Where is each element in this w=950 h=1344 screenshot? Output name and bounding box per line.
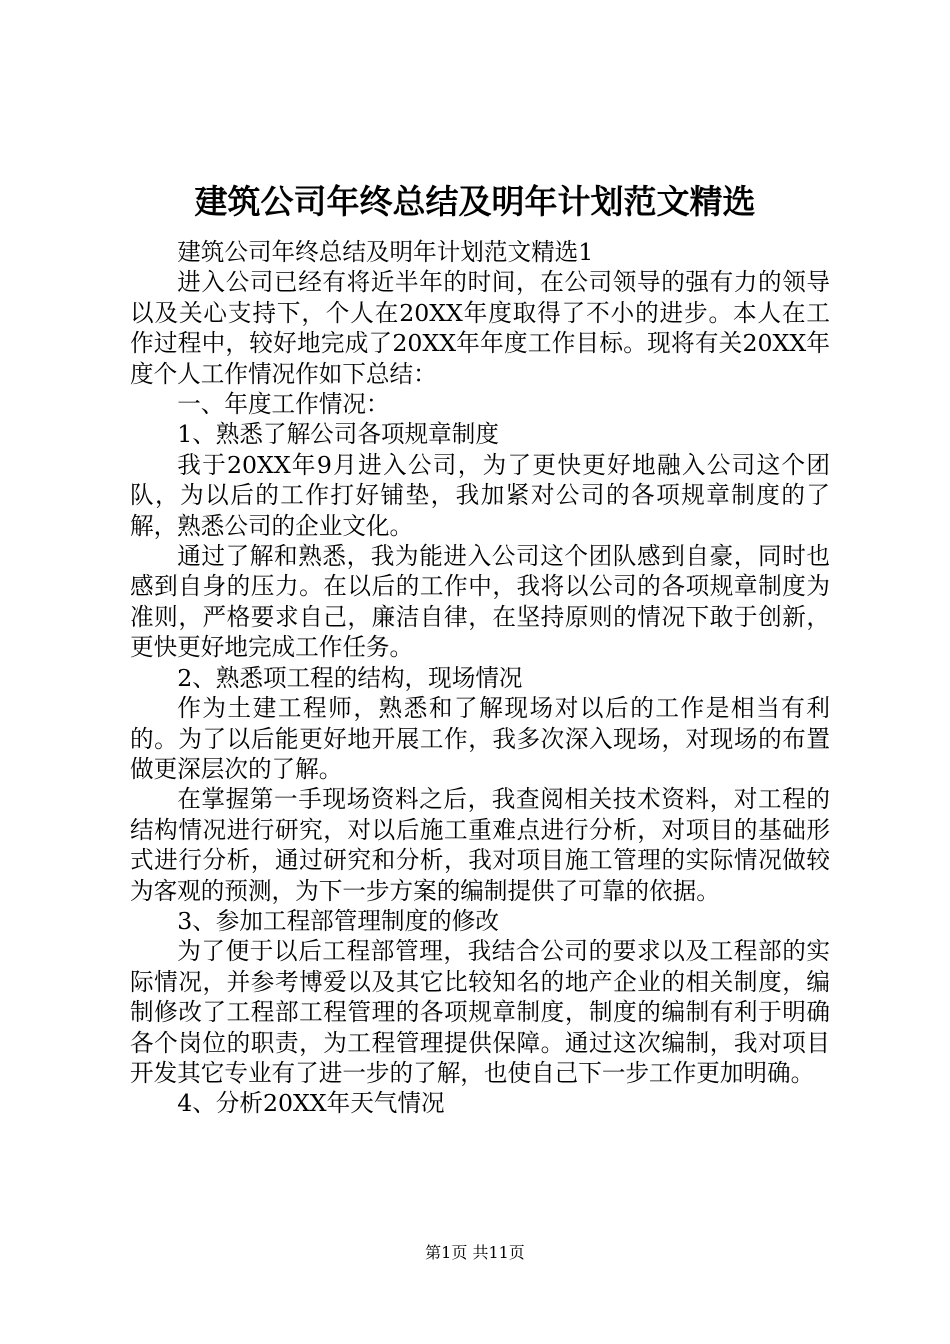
item-heading-1: 1、熟悉了解公司各项规章制度 bbox=[177, 420, 499, 449]
document-body bbox=[130, 237, 830, 1119]
item-heading-3: 3、参加工程部管理制度的修改 bbox=[177, 906, 499, 935]
paragraph-item-1a: 我于20XX年9月进入公司，为了更快更好地融入公司这个团队，为以后的工作打好铺垫，我加紧对公司的各项规章制度的了解，熟悉公司的企业文化。 bbox=[130, 450, 830, 540]
page-footer: 第1页 共11页 bbox=[425, 1243, 525, 1262]
paragraph-subtitle: 建筑公司年终总结及明年计划范文精选1 bbox=[177, 238, 594, 266]
document-title: 建筑公司年终总结及明年计划范文精选 bbox=[194, 182, 756, 221]
item-heading-2: 2、熟悉项工程的结构，现场情况 bbox=[177, 663, 523, 692]
paragraph-item-3: 为了便于以后工程部管理，我结合公司的要求以及工程部的实际情况，并参考博爱以及其它比较知名的地产企业的相关制度，编制修改了工程部工程管理的各项规章制度，制度的编制有利于明确各个岗位的职责，为工程管理提供保障。通过这次编制，我对项目开发其它专业有了进一步的了解，也使自己下一步工作更加明确。 bbox=[130, 937, 830, 1087]
paragraph-item-1b: 通过了解和熟悉，我为能进入公司这个团队感到自豪，同时也感到自身的压力。在以后的工作中，我将以公司的各项规章制度为准则，严格要求自己，廉洁自律，在坚持原则的情况下敢于创新，更快更好地完成工作任务。 bbox=[130, 542, 830, 662]
paragraph-item-2a: 作为土建工程师，熟悉和了解现场对以后的工作是相当有利的。为了以后能更好地开展工作，我多次深入现场，对现场的布置做更深层次的了解。 bbox=[130, 694, 830, 783]
paragraph-intro: 进入公司已经有将近半年的时间，在公司领导的强有力的领导以及关心支持下，个人在20XX年度取得了不小的进步。本人在工作过程中，较好地完成了20XX年年度工作目标。现将有关20XX年度个人工作情况作如下总结： bbox=[130, 268, 830, 388]
section-heading-annual-work: 一、年度工作情况： bbox=[177, 390, 390, 419]
item-heading-4: 4、分析20XX年天气情况 bbox=[177, 1089, 445, 1118]
paragraph-item-2b: 在掌握第一手现场资料之后，我查阅相关技术资料，对工程的结构情况进行研究，对以后施工重难点进行分析，对项目的基础形式进行分析，通过研究和分析，我对项目施工管理的实际情况做较为客观的预测，为下一步方案的编制提供了可靠的依据。 bbox=[130, 785, 830, 905]
